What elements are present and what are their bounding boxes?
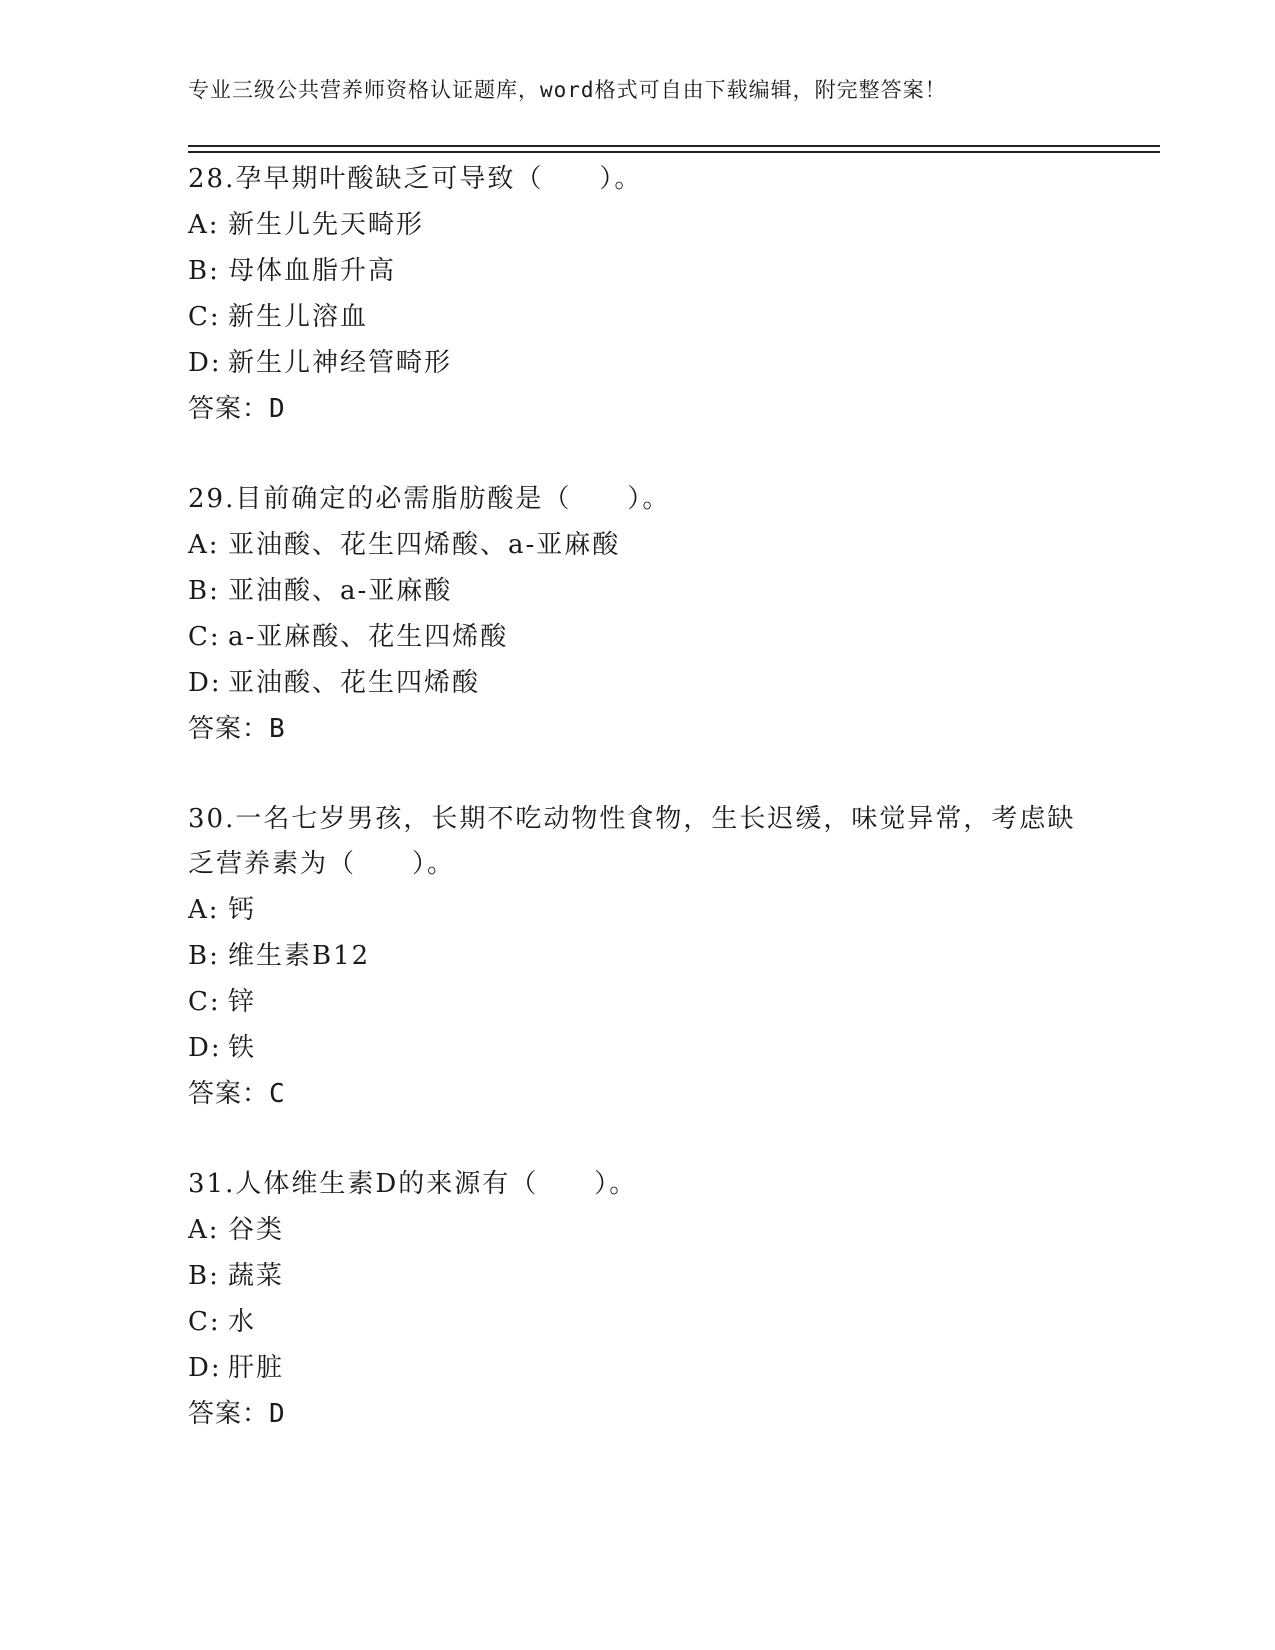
option-b (188, 933, 1088, 979)
answer-value: B (269, 714, 286, 744)
answer-line (188, 386, 1088, 432)
option-text: 亚油酸、a-亚麻酸 (228, 576, 453, 606)
option-a (188, 522, 1088, 568)
header-rule-bottom (188, 151, 1160, 153)
option-letter: B: (188, 256, 220, 286)
document-header: 专业三级公共营养师资格认证题库，word格式可自由下载编辑，附完整答案！ (188, 78, 947, 102)
option-text: 新生儿溶血 (228, 302, 369, 332)
question-29 (188, 477, 1088, 752)
option-letter: C: (188, 987, 221, 1017)
option-text: 亚油酸、花生四烯酸 (228, 668, 481, 698)
option-text: 铁 (228, 1033, 257, 1063)
option-letter: B: (188, 1261, 220, 1291)
question-28 (188, 157, 1088, 432)
option-letter: A: (188, 530, 220, 560)
option-letter: C: (188, 302, 221, 332)
option-a (188, 202, 1088, 248)
answer-line (188, 1391, 1088, 1437)
option-a (188, 1207, 1088, 1253)
option-letter: D: (188, 348, 222, 378)
option-text: 锌 (228, 987, 257, 1017)
answer-label: 答案： (188, 714, 270, 744)
option-d (188, 1345, 1088, 1391)
option-letter: A: (188, 210, 220, 240)
option-b (188, 248, 1088, 294)
option-b (188, 568, 1088, 614)
answer-line (188, 1071, 1088, 1117)
question-31 (188, 1162, 1088, 1437)
option-d (188, 1025, 1088, 1071)
option-text: 钙 (228, 895, 257, 925)
option-letter: A: (188, 895, 220, 925)
option-b (188, 1253, 1088, 1299)
option-text: 维生素B12 (228, 941, 371, 971)
option-text: 水 (228, 1307, 257, 1337)
option-d (188, 660, 1088, 706)
answer-label: 答案： (188, 1079, 270, 1109)
answer-value: D (269, 1399, 286, 1429)
option-letter: D: (188, 1353, 222, 1383)
question-stem: 29.目前确定的必需脂肪酸是（ ）。 (188, 484, 671, 514)
header-rule-top (188, 145, 1160, 147)
option-text: 新生儿神经管畸形 (228, 348, 453, 378)
question-stem: 30.一名七岁男孩，长期不吃动物性食物，生长迟缓，味觉异常，考虑缺乏营养素为（ ）。 (188, 804, 1076, 879)
option-letter: C: (188, 622, 221, 652)
answer-line (188, 706, 1088, 752)
option-c (188, 1299, 1088, 1345)
option-letter: B: (188, 576, 220, 606)
option-d (188, 340, 1088, 386)
question-stem: 28.孕早期叶酸缺乏可导致（ ）。 (188, 164, 643, 194)
option-text: 肝脏 (228, 1353, 285, 1383)
answer-label: 答案： (188, 394, 270, 424)
option-letter: C: (188, 1307, 221, 1337)
answer-label: 答案： (188, 1399, 270, 1429)
option-c (188, 614, 1088, 660)
answer-value: C (269, 1079, 286, 1109)
option-text: 新生儿先天畸形 (228, 210, 425, 240)
option-text: 母体血脂升高 (228, 256, 397, 286)
question-30 (188, 797, 1088, 1117)
option-text: 谷类 (228, 1215, 285, 1245)
option-text: 亚油酸、花生四烯酸、a-亚麻酸 (228, 530, 621, 560)
option-letter: A: (188, 1215, 220, 1245)
option-text: a-亚麻酸、花生四烯酸 (228, 622, 509, 652)
option-letter: B: (188, 941, 220, 971)
answer-value: D (269, 394, 286, 424)
question-stem: 31.人体维生素D的来源有（ ）。 (188, 1169, 638, 1199)
option-a (188, 887, 1088, 933)
option-letter: D: (188, 1033, 222, 1063)
option-letter: D: (188, 668, 222, 698)
question-list (188, 157, 1088, 1482)
option-c (188, 979, 1088, 1025)
option-c (188, 294, 1088, 340)
option-text: 蔬菜 (228, 1261, 285, 1291)
